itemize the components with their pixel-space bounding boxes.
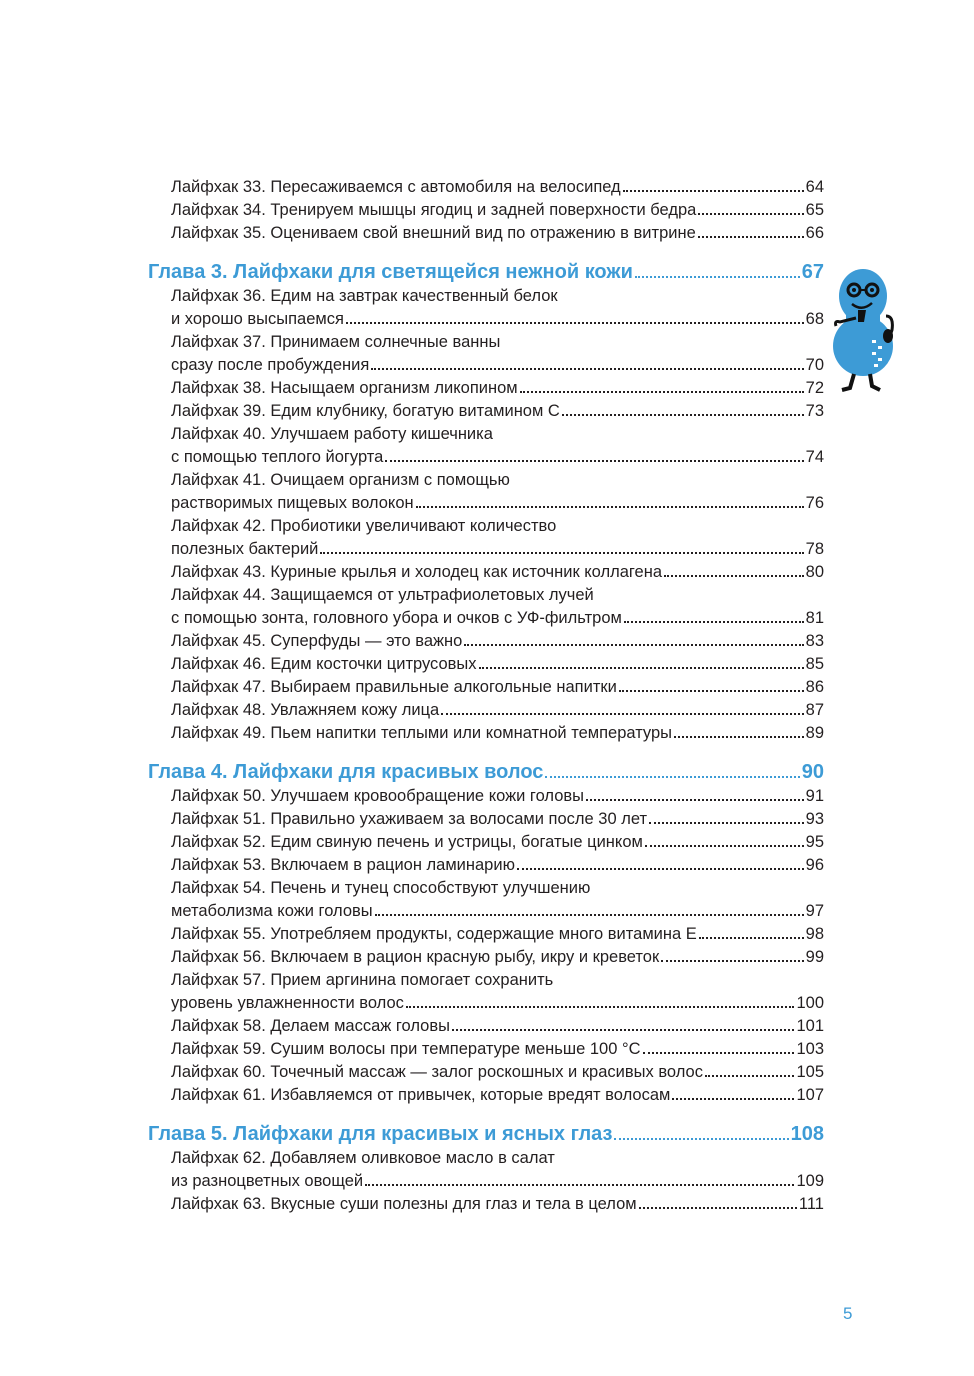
table-of-contents bbox=[148, 176, 824, 1216]
entry-page-number: 111 bbox=[798, 1195, 824, 1213]
toc-entry[interactable] bbox=[171, 630, 824, 653]
toc-entry[interactable] bbox=[171, 469, 824, 515]
entry-page-number: 91 bbox=[805, 787, 824, 805]
toc-entry[interactable] bbox=[171, 877, 824, 923]
entry-page-number: 80 bbox=[805, 563, 824, 581]
entry-page-number: 66 bbox=[805, 224, 824, 242]
toc-entry[interactable] bbox=[171, 699, 824, 722]
entry-page-number: 99 bbox=[805, 948, 824, 966]
entry-title-line: метаболизма кожи головы bbox=[171, 902, 373, 920]
entry-title-line: Лайфхак 38. Насыщаем организм ликопином bbox=[171, 379, 518, 397]
dot-leader bbox=[586, 799, 804, 801]
entry-title-line: Лайфхак 34. Тренируем мышцы ягодиц и задней поверхности бедра bbox=[171, 201, 697, 219]
entry-title-line: Лайфхак 53. Включаем в рацион ламинарию bbox=[171, 856, 515, 874]
toc-entry[interactable] bbox=[171, 1193, 824, 1216]
toc-entry[interactable] bbox=[171, 285, 824, 331]
chapter-heading[interactable] bbox=[148, 1121, 824, 1147]
entry-title-line: Лайфхак 44. Защищаемся от ультрафиолетовых лучей bbox=[171, 586, 594, 604]
entry-title-line: уровень увлажненности волос bbox=[171, 994, 404, 1012]
entry-page-number: 73 bbox=[805, 402, 824, 420]
entry-page-number: 65 bbox=[805, 201, 824, 219]
entry-title-line: Лайфхак 62. Добавляем оливковое масло в салат bbox=[171, 1149, 555, 1167]
entry-title-line: Лайфхак 59. Сушим волосы при температуре меньше 100 °С bbox=[171, 1040, 641, 1058]
toc-entry[interactable] bbox=[171, 331, 824, 377]
entry-page-number: 87 bbox=[805, 701, 824, 719]
entry-title-line: Лайфхак 40. Улучшаем работу кишечника bbox=[171, 425, 493, 443]
chapter-title: Глава 5. Лайфхаки для красивых и ясных глаз bbox=[148, 1123, 613, 1145]
toc-entry[interactable] bbox=[171, 377, 824, 400]
dot-leader bbox=[441, 713, 803, 715]
dot-leader bbox=[674, 736, 804, 738]
entry-page-number: 64 bbox=[805, 178, 824, 196]
toc-entry[interactable] bbox=[171, 676, 824, 699]
dot-leader bbox=[517, 868, 804, 870]
dot-leader bbox=[346, 322, 804, 324]
entry-title-line: Лайфхак 56. Включаем в рацион красную рыбу, икру и креветок bbox=[171, 948, 660, 966]
blue-peanut-mascot-icon bbox=[828, 266, 898, 392]
entry-title-line: Лайфхак 35. Оцениваем свой внешний вид по отражению в витрине bbox=[171, 224, 696, 242]
toc-entry[interactable] bbox=[171, 222, 824, 245]
entry-title-line: сразу после пробуждения bbox=[171, 356, 370, 374]
entry-page-number: 89 bbox=[805, 724, 824, 742]
entry-page-number: 100 bbox=[796, 994, 824, 1012]
entry-title-line: Лайфхак 60. Точечный массаж — залог роскошных и красивых волос bbox=[171, 1063, 703, 1081]
dot-leader bbox=[479, 667, 804, 669]
chapter-page-number: 67 bbox=[801, 261, 824, 283]
toc-entry[interactable] bbox=[171, 561, 824, 584]
entry-title-line: Лайфхак 33. Пересаживаемся с автомобиля на велосипед bbox=[171, 178, 621, 196]
dot-leader bbox=[619, 690, 804, 692]
dot-leader bbox=[672, 1098, 794, 1100]
dot-leader bbox=[545, 776, 799, 778]
entry-page-number: 107 bbox=[796, 1086, 824, 1104]
dot-leader bbox=[661, 960, 803, 962]
entry-page-number: 70 bbox=[805, 356, 824, 374]
entry-title-line: с помощью зонта, головного убора и очков с УФ-фильтром bbox=[171, 609, 622, 627]
dot-leader bbox=[375, 914, 804, 916]
dot-leader bbox=[699, 937, 804, 939]
dot-leader bbox=[698, 213, 803, 215]
entry-page-number: 86 bbox=[805, 678, 824, 696]
dot-leader bbox=[624, 621, 804, 623]
dot-leader bbox=[562, 414, 804, 416]
entry-title-line: Лайфхак 47. Выбираем правильные алкогольные напитки bbox=[171, 678, 617, 696]
entry-title-line: Лайфхак 49. Пьем напитки теплыми или комнатной температуры bbox=[171, 724, 673, 742]
entry-title-line: Лайфхак 42. Пробиотики увеличивают количество bbox=[171, 517, 557, 535]
toc-entry[interactable] bbox=[171, 1084, 824, 1107]
entry-page-number: 68 bbox=[805, 310, 824, 328]
page-number: 5 bbox=[843, 1304, 853, 1323]
toc-entry[interactable] bbox=[171, 400, 824, 423]
entry-title-line: Лайфхак 43. Куриные крылья и холодец как источник коллагена bbox=[171, 563, 663, 581]
dot-leader bbox=[645, 845, 804, 847]
entry-title-line: Лайфхак 46. Едим косточки цитрусовых bbox=[171, 655, 477, 673]
dot-leader bbox=[635, 276, 800, 278]
toc-entry[interactable] bbox=[171, 423, 824, 469]
toc-entry[interactable] bbox=[171, 199, 824, 222]
entry-title-line: Лайфхак 58. Делаем массаж головы bbox=[171, 1017, 450, 1035]
toc-entry[interactable] bbox=[171, 584, 824, 630]
entry-title-line: Лайфхак 48. Увлажняем кожу лица bbox=[171, 701, 440, 719]
entry-title-line: полезных бактерий bbox=[171, 540, 319, 558]
entry-page-number: 103 bbox=[796, 1040, 824, 1058]
dot-leader bbox=[365, 1184, 794, 1186]
toc-entry[interactable] bbox=[171, 1061, 824, 1084]
dot-leader bbox=[664, 575, 804, 577]
entry-page-number: 72 bbox=[805, 379, 824, 397]
dot-leader bbox=[320, 552, 803, 554]
dot-leader bbox=[452, 1029, 794, 1031]
entry-page-number: 93 bbox=[805, 810, 824, 828]
entry-page-number: 83 bbox=[805, 632, 824, 650]
entry-page-number: 109 bbox=[796, 1172, 824, 1190]
toc-entry[interactable] bbox=[171, 176, 824, 199]
dot-leader bbox=[406, 1006, 795, 1008]
entry-title-line: Лайфхак 57. Прием аргинина помогает сохранить bbox=[171, 971, 554, 989]
entry-title-line: Лайфхак 36. Едим на завтрак качественный белок bbox=[171, 287, 558, 305]
entry-title-line: Лайфхак 50. Улучшаем кровообращение кожи головы bbox=[171, 787, 585, 805]
dot-leader bbox=[385, 460, 803, 462]
entry-page-number: 95 bbox=[805, 833, 824, 851]
dot-leader bbox=[623, 190, 804, 192]
toc-entry[interactable] bbox=[171, 923, 824, 946]
toc-entry[interactable] bbox=[171, 785, 824, 808]
chapter-page-number: 108 bbox=[790, 1123, 824, 1145]
toc-entry[interactable] bbox=[171, 831, 824, 854]
entry-title-line: из разноцветных овощей bbox=[171, 1172, 364, 1190]
chapter-page-number: 90 bbox=[801, 761, 824, 783]
chapter-heading[interactable] bbox=[148, 759, 824, 785]
dot-leader bbox=[464, 644, 803, 646]
toc-entry[interactable] bbox=[171, 653, 824, 676]
entry-title-line: Лайфхак 55. Употребляем продукты, содержащие много витамина Е bbox=[171, 925, 697, 943]
entry-page-number: 76 bbox=[805, 494, 824, 512]
dot-leader bbox=[705, 1075, 795, 1077]
entry-page-number: 105 bbox=[796, 1063, 824, 1081]
toc-entry[interactable] bbox=[171, 1147, 824, 1193]
dot-leader bbox=[416, 506, 804, 508]
toc-entry[interactable] bbox=[171, 969, 824, 1015]
entry-title-line: Лайфхак 41. Очищаем организм с помощью bbox=[171, 471, 510, 489]
dot-leader bbox=[614, 1138, 788, 1140]
toc-entry[interactable] bbox=[171, 946, 824, 969]
dot-leader bbox=[649, 822, 804, 824]
toc-entry[interactable] bbox=[171, 1038, 824, 1061]
entry-page-number: 96 bbox=[805, 856, 824, 874]
toc-entry[interactable] bbox=[171, 854, 824, 877]
dot-leader bbox=[371, 368, 803, 370]
chapter-title: Глава 3. Лайфхаки для светящейся нежной кожи bbox=[148, 261, 633, 283]
toc-entry[interactable] bbox=[171, 515, 824, 561]
chapter-title: Глава 4. Лайфхаки для красивых волос bbox=[148, 761, 544, 783]
toc-entry[interactable] bbox=[171, 808, 824, 831]
entry-title-line: и хорошо высыпаемся bbox=[171, 310, 344, 328]
entry-title-line: растворимых пищевых волокон bbox=[171, 494, 414, 512]
entry-page-number: 74 bbox=[805, 448, 824, 466]
entry-title-line: Лайфхак 52. Едим свиную печень и устрицы, богатые цинком bbox=[171, 833, 643, 851]
toc-entry[interactable] bbox=[171, 722, 824, 745]
toc-entry[interactable] bbox=[171, 1015, 824, 1038]
entry-title-line: Лайфхак 61. Избавляемся от привычек, которые вредят волосам bbox=[171, 1086, 671, 1104]
entry-page-number: 98 bbox=[805, 925, 824, 943]
entry-title-line: Лайфхак 45. Суперфуды — это важно bbox=[171, 632, 463, 650]
dot-leader bbox=[698, 236, 804, 238]
entry-page-number: 81 bbox=[805, 609, 824, 627]
dot-leader bbox=[643, 1052, 795, 1054]
dot-leader bbox=[639, 1207, 797, 1209]
entry-title-line: Лайфхак 54. Печень и тунец способствуют улучшению bbox=[171, 879, 591, 897]
entry-title-line: Лайфхак 51. Правильно ухаживаем за волосами после 30 лет bbox=[171, 810, 648, 828]
entry-page-number: 101 bbox=[796, 1017, 824, 1035]
entry-page-number: 97 bbox=[805, 902, 824, 920]
dot-leader bbox=[520, 391, 804, 393]
entry-title-line: с помощью теплого йогурта bbox=[171, 448, 384, 466]
entry-title-line: Лайфхак 39. Едим клубнику, богатую витамином С bbox=[171, 402, 560, 420]
entry-page-number: 85 bbox=[805, 655, 824, 673]
chapter-heading[interactable] bbox=[148, 259, 824, 285]
entry-page-number: 78 bbox=[805, 540, 824, 558]
entry-title-line: Лайфхак 63. Вкусные суши полезны для глаз и тела в целом bbox=[171, 1195, 637, 1213]
entry-title-line: Лайфхак 37. Принимаем солнечные ванны bbox=[171, 333, 501, 351]
